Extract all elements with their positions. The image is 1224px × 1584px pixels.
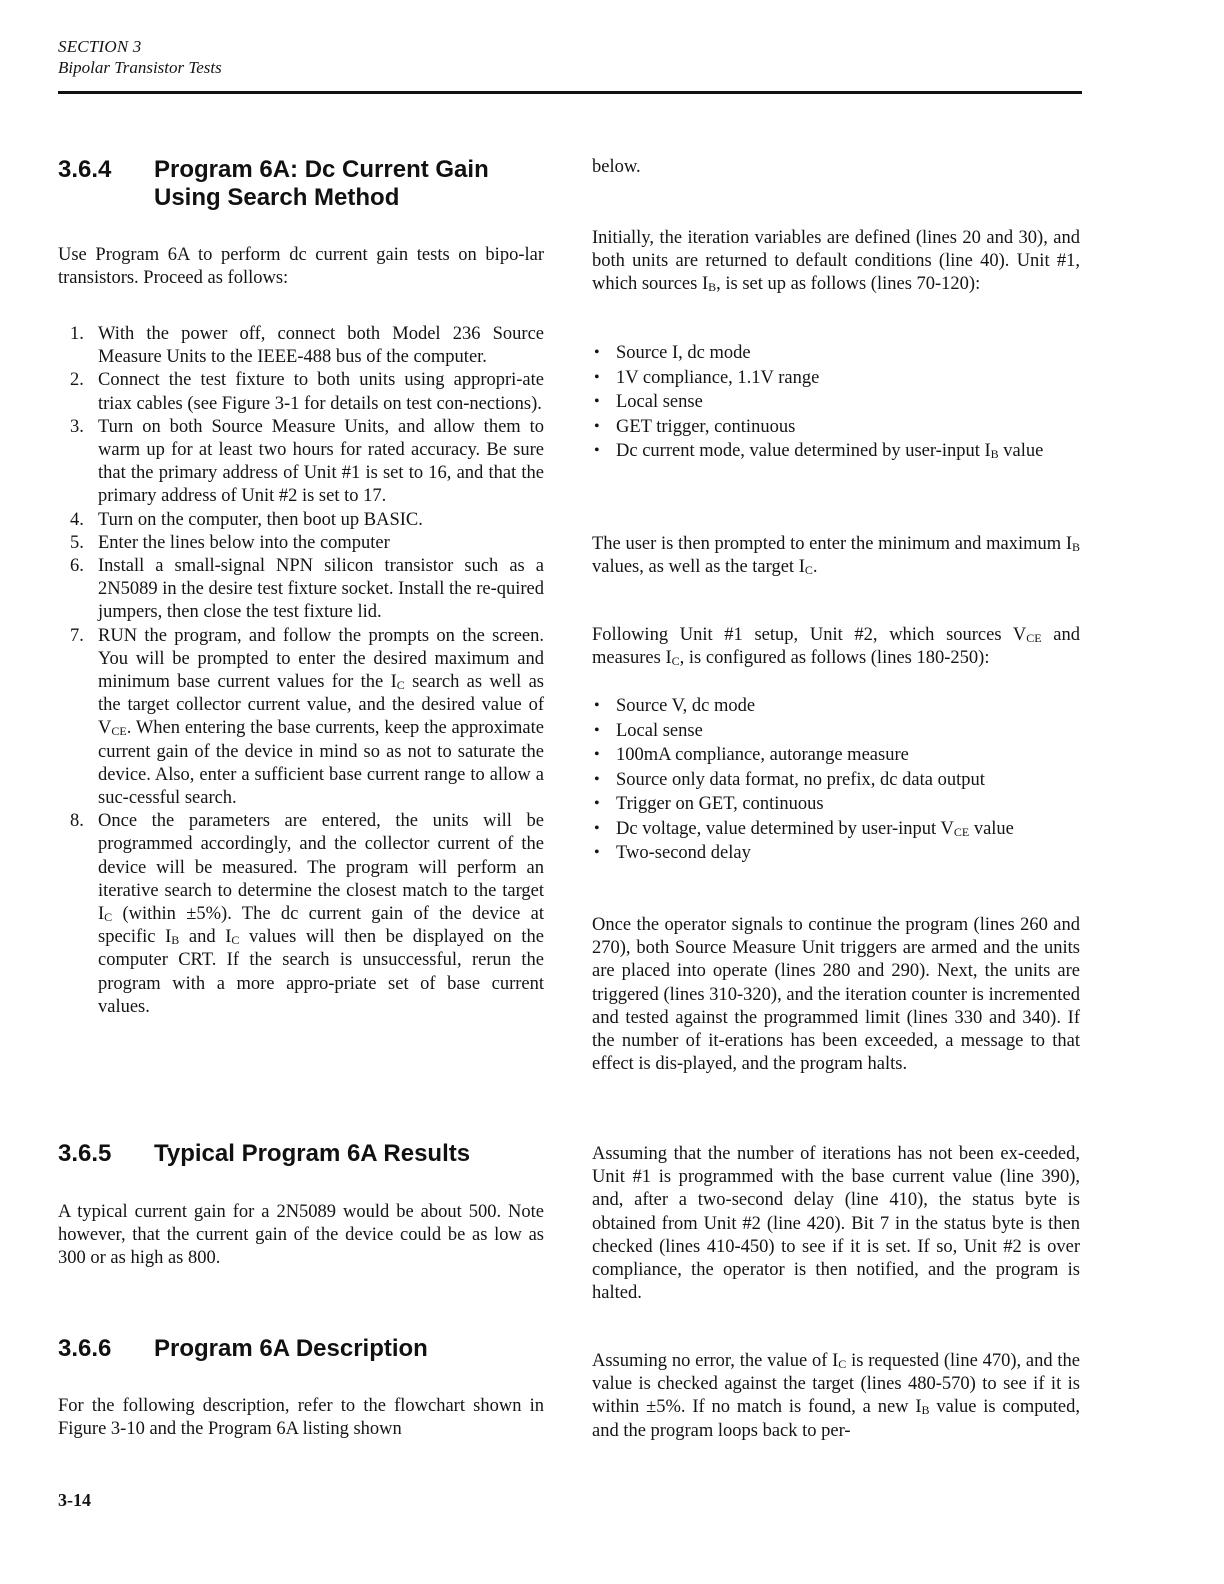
bullet-icon: • xyxy=(594,746,600,763)
procedure-step: 3. Turn on both Source Measure Units, and allow them to warm up for at least two hours for rated accuracy. Be sure that the primary address of Unit #1 is set to 16, and that the primary address of Unit #2 is set to 17. xyxy=(70,416,544,507)
list-item: • Local sense xyxy=(592,719,1080,744)
paragraph-initially: Initially, the iteration variables are defined (lines 20 and 30), and both units are returned to default conditions (line 40). Unit #1, which sources IB, is set up as follows (lines 70-120): xyxy=(592,228,1080,295)
list-item: • Trigger on GET, continuous xyxy=(592,792,1080,817)
procedure-step: 6. Install a small-signal NPN silicon transistor such as a 2N5089 in the desire test fixture socket. Install the re-quired jumpers, then close the test fixture lid. xyxy=(70,556,544,623)
list-item: • Source V, dc mode xyxy=(592,694,1080,719)
subscript: C xyxy=(396,678,405,693)
heading-number: 3.6.4 xyxy=(58,156,112,183)
list-item: • Dc voltage, value determined by user-input VCE value xyxy=(592,817,1080,842)
list-item: • Two-second delay xyxy=(592,841,1080,866)
subscript: CE xyxy=(953,824,970,839)
subscript: B xyxy=(1071,540,1080,554)
bullet-icon: • xyxy=(594,368,600,386)
heading-number: 3.6.6 xyxy=(58,1335,112,1362)
bullet-icon: • xyxy=(594,393,600,410)
subscript: B xyxy=(708,280,717,295)
list-item: • Local sense xyxy=(592,390,1080,415)
subscript: CE xyxy=(1026,631,1042,645)
heading-title: Program 6A: Dc Current Gain Using Search Method xyxy=(154,156,489,211)
list-item: • Dc current mode, value determined by user-input IB value xyxy=(592,439,1080,464)
paragraph-unit2: Following Unit #1 setup, Unit #2, which sources VCE and measures IC, is configured as follows (lines 180-250): xyxy=(592,625,1080,669)
bullet-icon: • xyxy=(594,721,600,739)
heading-number: 3.6.5 xyxy=(58,1140,112,1167)
step-number: 5. xyxy=(70,532,84,553)
procedure-step: 7. RUN the program, and follow the prompts on the screen. You will be prompted to enter the desired maximum and minimum base current values for the IC search as well as the target collector current value, and the desired value of VCE. When entering the base currents, keep the approximate current gain of the device in mind so as not to saturate the device. Also, enter a sufficient base current range to allow a suc-cessful search. xyxy=(70,625,544,809)
step-number: 7. xyxy=(70,625,84,646)
list-item: • 100mA compliance, autorange measure xyxy=(592,743,1080,768)
bullet-icon: • xyxy=(594,844,600,861)
intro-paragraph: Use Program 6A to perform dc current gain tests on bipo-lar transistors. Proceed as follows: xyxy=(58,245,544,289)
list-item: • Source only data format, no prefix, dc data output xyxy=(592,768,1080,793)
step-number: 4. xyxy=(70,509,84,530)
subscript: C xyxy=(104,910,113,925)
procedure-step: 8. Once the parameters are entered, the units will be programmed accordingly, and the collector current of the device will be measured. The program will perform an iterative search to determine the closest match to the target IC (within ±5%). The dc current gain of the device at specific IB and IC values will then be displayed on the computer CRT. If the search is unsuccessful, rerun the program with a more appro-priate set of base current values. xyxy=(70,811,545,1017)
subscript: C xyxy=(671,654,680,669)
procedure-step: 5. Enter the lines below into the computer xyxy=(58,532,544,555)
continuation-text: below. xyxy=(592,157,641,177)
step-number: 8. xyxy=(70,811,84,832)
subscript: B xyxy=(990,447,999,461)
running-header xyxy=(58,36,222,78)
paragraph-prompt: The user is then prompted to enter the minimum and maximum IB values, as well as the target IC. xyxy=(592,534,1080,578)
paragraph-assuming-no-error: Assuming no error, the value of IC is requested (line 470), and the value is checked against the target (lines 480-570) to see if it is within ±5%. If no match is found, a new IB value is computed, and the program loops back to per- xyxy=(592,1351,1080,1441)
list-item: • Source I, dc mode xyxy=(592,341,1080,366)
results-paragraph: A typical current gain for a 2N5089 would be about 500. Note however, that the current gain of the device could be as low as 300 or as high as 800. xyxy=(58,1202,544,1269)
section-subtitle: Bipolar Transistor Tests xyxy=(58,58,222,77)
bullet-icon: • xyxy=(594,795,600,812)
subscript: B xyxy=(171,933,180,948)
description-paragraph: For the following description, refer to the flowchart shown in Figure 3-10 and the Program 6A listing shown xyxy=(58,1396,544,1440)
unit2-settings-list xyxy=(592,694,1080,866)
list-item: • GET trigger, continuous xyxy=(592,415,1080,440)
subscript: B xyxy=(921,1403,930,1418)
step-number: 1. xyxy=(70,324,84,344)
paragraph-operator: Once the operator signals to continue the program (lines 260 and 270), both Source Measure Unit triggers are armed and the units are placed into operate (lines 280 and 290). Next, the units are triggered (lines 310-320), and the iteration counter is incremented and tested against the programmed limit (lines 330 and 340). If the number of it-erations has been exceeded, a message to that effect is dis-played, and the program halts. xyxy=(592,915,1080,1075)
step-number: 2. xyxy=(70,370,84,391)
bullet-icon: • xyxy=(594,697,600,714)
bullet-icon: • xyxy=(594,819,600,837)
procedure-step: 2. Connect the test fixture to both units using appropri-ate triax cables (see Figure 3-1 for details on test con-nections). xyxy=(70,370,544,414)
subscript: C xyxy=(804,563,813,578)
bullet-icon: • xyxy=(594,770,600,788)
bullet-icon: • xyxy=(594,417,600,435)
procedure-step: 4. Turn on the computer, then boot up BASIC. xyxy=(58,509,544,532)
page-number: 3-14 xyxy=(58,1490,91,1510)
step-number: 3. xyxy=(70,416,84,437)
paragraph-assuming-iterations: Assuming that the number of iterations has not been ex-ceeded, Unit #1 is programmed with the base current value (line 390), and, after a two-second delay (line 410), the status byte is obtained from Unit #2 (line 420). Bit 7 in the status byte is then checked (lines 410-450) to see if it is set. If so, Unit #2 is over compliance, the operator is then notified, and the program is halted. xyxy=(592,1144,1080,1304)
list-item: • 1V compliance, 1.1V range xyxy=(592,366,1080,391)
header-rule xyxy=(58,91,1082,94)
unit1-settings-list xyxy=(592,341,1080,464)
step-number: 6. xyxy=(70,556,84,577)
heading-title: Typical Program 6A Results xyxy=(154,1140,471,1167)
section-label: SECTION 3 xyxy=(58,37,142,56)
procedure-steps xyxy=(58,323,544,1019)
bullet-icon: • xyxy=(594,442,600,459)
bullet-icon: • xyxy=(594,344,600,361)
subscript: C xyxy=(231,933,240,948)
subscript: C xyxy=(838,1357,847,1371)
heading-title: Program 6A Description xyxy=(154,1335,428,1362)
procedure-step: 1. With the power off, connect both Model 236 Source Measure Units to the IEEE-488 bus of the computer. xyxy=(70,324,544,368)
subscript: CE xyxy=(111,724,127,739)
